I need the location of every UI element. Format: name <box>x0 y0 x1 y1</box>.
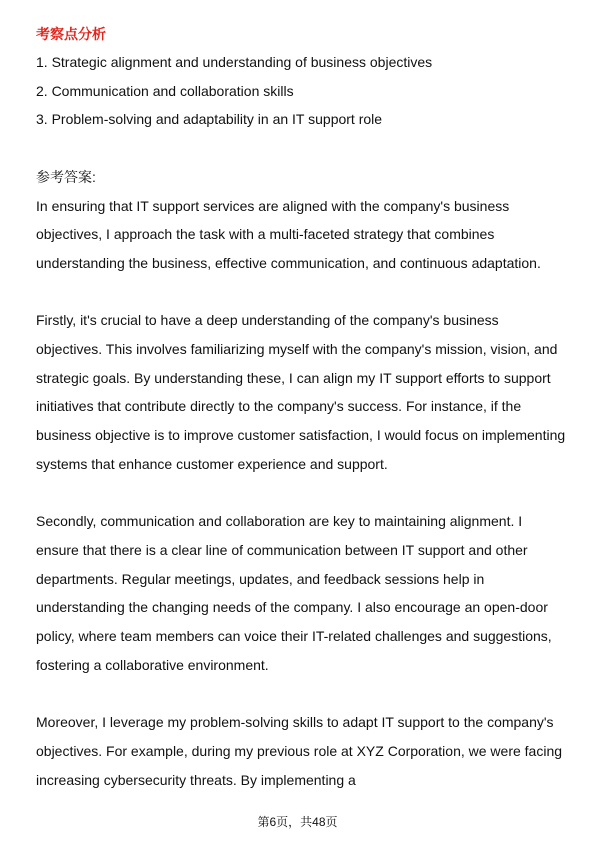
points-list <box>36 48 566 134</box>
answer-paragraph: Moreover, I leverage my problem-solving skills to adapt IT support to the company's objectives. For example, during my previous role at XYZ Corporation, we were facing increasing cybersecurity threats. By implementing a <box>36 714 563 788</box>
list-item: 3. Problem-solving and adaptability in an IT support role <box>36 111 383 128</box>
answer-paragraph: Firstly, it's crucial to have a deep understanding of the company's business objectives. This involves familiarizing myself with the company's mission, vision, and strategic goals. By understanding these, I can align my IT support efforts to support initiatives that contribute directly to the company's success. For instance, if the business objective is to improve customer satisfaction, I would focus on implementing systems that enhance customer experience and support. <box>36 312 566 472</box>
answer-label: 参考答案: <box>36 168 96 185</box>
list-item: 2. Communication and collaboration skills <box>36 82 294 99</box>
list-item: 1. Strategic alignment and understanding of business objectives <box>36 54 433 70</box>
answer-body <box>36 192 566 795</box>
page-number: 第6页，共48页 <box>257 815 338 829</box>
answer-paragraph: In ensuring that IT support services are aligned with the company's business objectives, I approach the task with a multi-faceted strategy that combines understanding the business, effective communication, and continuous adaptation. <box>36 197 541 271</box>
section-title: 考察点分析 <box>36 26 106 42</box>
answer-paragraph: Secondly, communication and collaboration are key to maintaining alignment. I ensure that there is a clear line of communication between IT support and other departments. Regular meetings, updates, and feedback sessions help in understanding the changing needs of the company. I also encourage an open-door policy, where team members can voice their IT-related challenges and suggestions, fostering a collaborative environment. <box>36 513 552 673</box>
document-page <box>36 24 566 794</box>
